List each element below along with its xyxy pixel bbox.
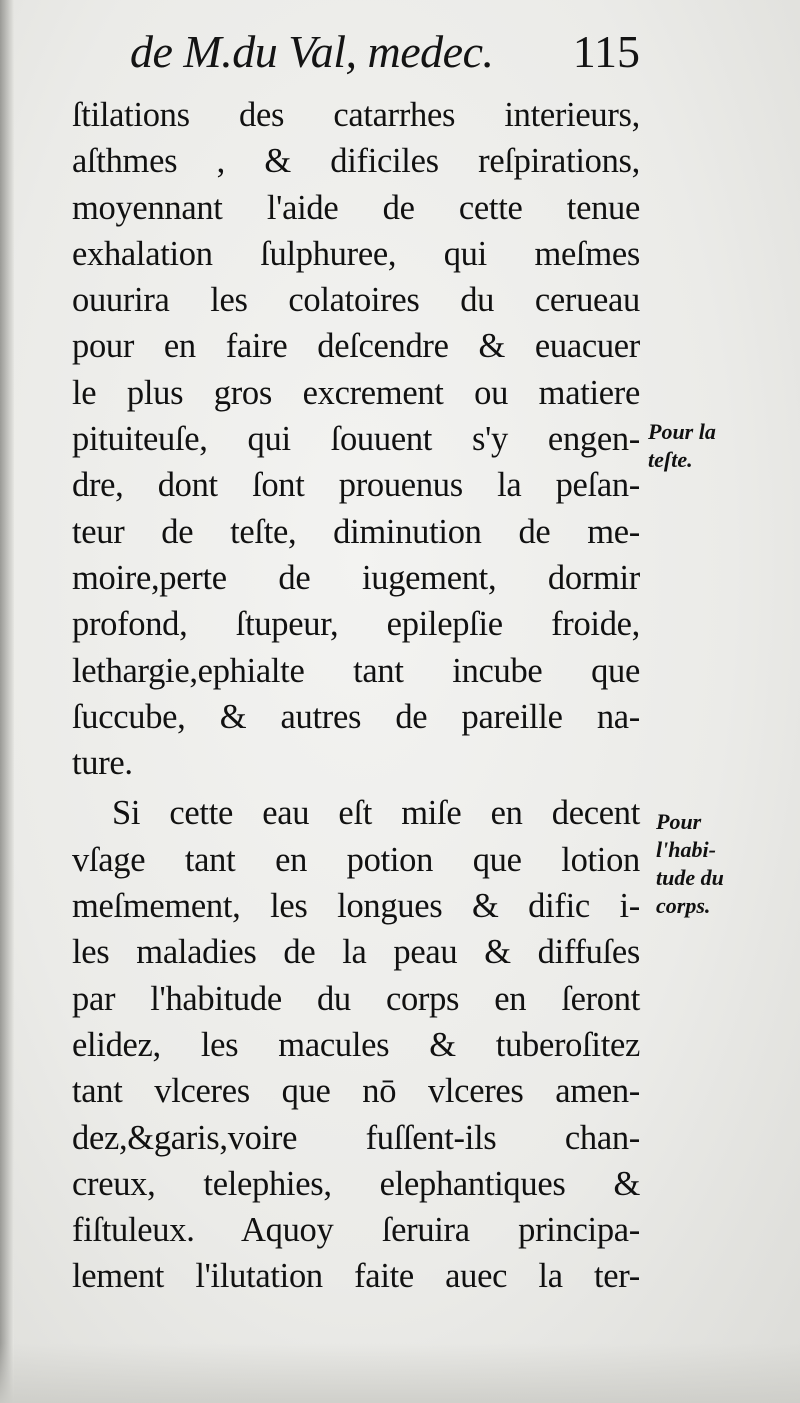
text-line: pour en faire deſcendre & euacuer bbox=[72, 327, 640, 366]
text-line: meſmement, les longues & dific i- bbox=[72, 887, 640, 926]
margin-note-line: teſte. bbox=[648, 447, 693, 472]
text-line: ſtilations des catarrhes interieurs, bbox=[72, 96, 640, 134]
text-line: Si cette eau eſt miſe en decent bbox=[112, 794, 640, 833]
text-line: par l'habitude du corps en ſeront bbox=[72, 979, 640, 1018]
text-line: elidez, les macules & tuberoſitez bbox=[72, 1025, 640, 1064]
margin-note-teste bbox=[648, 418, 716, 474]
text-line: ſuccube, & autres de pareille na- bbox=[72, 697, 640, 736]
margin-note-habitude bbox=[656, 808, 724, 920]
text-line: teur de teſte, diminution de me- bbox=[72, 512, 640, 551]
margin-note-line: l'habi- bbox=[656, 837, 716, 862]
page-gutter-shadow bbox=[0, 0, 14, 1403]
text-line: lethargie,ephialte tant incube que bbox=[72, 651, 640, 690]
text-line: dre, dont ſont prouenus la peſan- bbox=[72, 466, 640, 505]
margin-note-line: tude du bbox=[656, 865, 724, 890]
text-line: profond, ſtupeur, epilepſie froide, bbox=[72, 605, 640, 644]
page-number: 115 bbox=[572, 26, 640, 77]
text-line: creux, telephies, elephantiques & bbox=[72, 1164, 640, 1203]
text-line: moire,perte de iugement, dormir bbox=[72, 558, 640, 597]
text-line: ture. bbox=[72, 744, 133, 783]
margin-note-line: Pour bbox=[656, 809, 702, 834]
page-bottom-shadow bbox=[0, 1343, 800, 1403]
running-title: de M.du Val, medec. bbox=[130, 26, 494, 77]
text-line: lement l'ilutation faite auec la ter- bbox=[72, 1257, 640, 1296]
text-line: pituiteuſe, qui ſouuent s'y engen- bbox=[72, 420, 640, 459]
text-line: exhalation ſulphuree, qui meſmes bbox=[72, 234, 640, 273]
text-line: le plus gros excrement ou matiere bbox=[72, 373, 640, 412]
text-line: moyennant l'aide de cette tenue bbox=[72, 188, 640, 227]
text-line: dez,&garis,voire fuſſent-ils chan- bbox=[72, 1118, 640, 1157]
text-line: les maladies de la peau & diffuſes bbox=[72, 933, 640, 972]
body-text bbox=[72, 92, 640, 1300]
page-header bbox=[130, 22, 640, 82]
margin-note-line: corps. bbox=[656, 893, 711, 918]
text-line: vſage tant en potion que lotion bbox=[72, 840, 640, 879]
text-line: aſthmes , & dificiles reſpirations, bbox=[72, 142, 640, 181]
text-line: fiſtuleux. Aquoy ſeruira principa- bbox=[72, 1211, 640, 1250]
text-line: tant vlceres que nō vlceres amen- bbox=[72, 1072, 640, 1111]
text-line: ouurira les colatoires du cerueau bbox=[72, 281, 640, 320]
margin-note-line: Pour la bbox=[648, 419, 716, 444]
